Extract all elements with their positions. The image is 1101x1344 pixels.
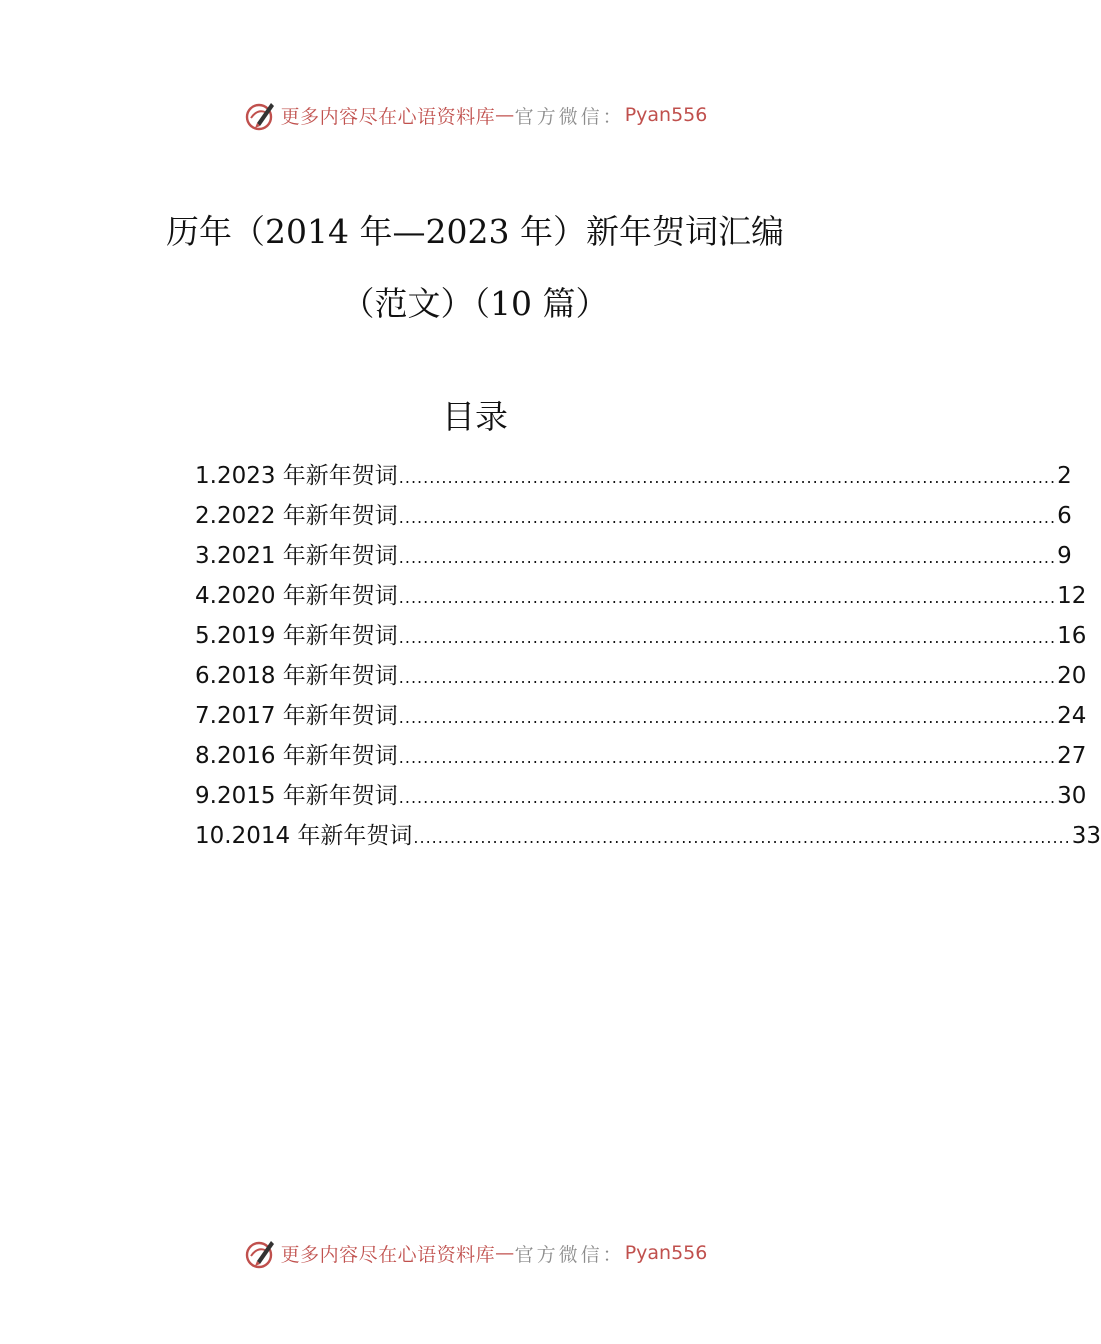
footer-banner	[0, 1233, 950, 1273]
document-title-line1: 历年（2014 年—2023 年）新年贺词汇编	[166, 212, 784, 251]
document-title-line2: （范文）（10 篇）	[341, 284, 609, 323]
toc-entry-page: 27	[1057, 743, 1087, 769]
toc-leader-dots: ............................................................................................................	[398, 548, 1057, 567]
toc-leader-dots: ............................................................................................................	[398, 748, 1057, 767]
toc-entry-page: 2	[1057, 463, 1072, 489]
toc-entry-label: 7.2017 年新年贺词	[195, 703, 398, 729]
toc-entry-label: 8.2016 年新年贺词	[195, 743, 398, 769]
toc-leader-dots: ............................................................................................................	[398, 668, 1057, 687]
toc-entry-label: 6.2018 年新年贺词	[195, 663, 398, 689]
banner-dash: —	[495, 1242, 515, 1264]
toc-entry-page: 24	[1057, 703, 1087, 729]
toc-entry-label: 4.2020 年新年贺词	[195, 583, 398, 609]
toc-heading: 目录	[442, 397, 508, 436]
toc-entry[interactable]	[195, 496, 1072, 536]
wechat-id: Pyan556	[624, 1242, 708, 1264]
toc-entry-page: 9	[1057, 543, 1072, 569]
toc-entry[interactable]	[195, 616, 1087, 656]
toc-entry-label: 3.2021 年新年贺词	[195, 543, 398, 569]
toc-leader-dots: ............................................................................................................	[398, 508, 1057, 527]
wechat-label: 官方微信：	[514, 105, 625, 128]
toc-leader-dots: ............................................................................................................	[398, 468, 1057, 487]
toc-entry-label: 1.2023 年新年贺词	[195, 463, 398, 489]
toc-entry-page: 33	[1071, 823, 1101, 849]
pen-logo-icon	[243, 98, 277, 132]
banner-dash: —	[495, 104, 515, 126]
toc-entry[interactable]	[195, 776, 1087, 816]
toc-entry[interactable]	[195, 536, 1072, 576]
toc-entry[interactable]	[195, 656, 1087, 696]
toc-entry[interactable]	[195, 816, 1101, 856]
toc-entry[interactable]	[195, 696, 1087, 736]
banner-text: 更多内容尽在心语资料库	[280, 1243, 496, 1266]
banner-text: 更多内容尽在心语资料库	[280, 105, 496, 128]
table-of-contents	[195, 456, 1101, 856]
toc-entry-page: 30	[1057, 783, 1087, 809]
wechat-id: Pyan556	[624, 104, 708, 126]
toc-leader-dots: ............................................................................................................	[398, 588, 1057, 607]
toc-entry-label: 2.2022 年新年贺词	[195, 503, 398, 529]
pen-logo-icon	[243, 1236, 277, 1270]
toc-entry[interactable]	[195, 736, 1087, 776]
toc-leader-dots: ............................................................................................................	[398, 788, 1057, 807]
toc-entry-label: 9.2015 年新年贺词	[195, 783, 398, 809]
header-banner	[0, 95, 950, 135]
toc-entry-page: 6	[1057, 503, 1072, 529]
toc-entry-page: 12	[1057, 583, 1087, 609]
toc-leader-dots: ............................................................................................................	[398, 628, 1057, 647]
toc-entry[interactable]	[195, 456, 1072, 496]
toc-entry-page: 20	[1057, 663, 1087, 689]
wechat-label: 官方微信：	[514, 1243, 625, 1266]
toc-entry[interactable]	[195, 576, 1087, 616]
toc-leader-dots: ............................................................................................................	[398, 708, 1057, 727]
toc-entry-page: 16	[1057, 623, 1087, 649]
toc-entry-label: 10.2014 年新年贺词	[195, 823, 413, 849]
toc-entry-label: 5.2019 年新年贺词	[195, 623, 398, 649]
toc-leader-dots: ............................................................................................................	[413, 828, 1071, 847]
